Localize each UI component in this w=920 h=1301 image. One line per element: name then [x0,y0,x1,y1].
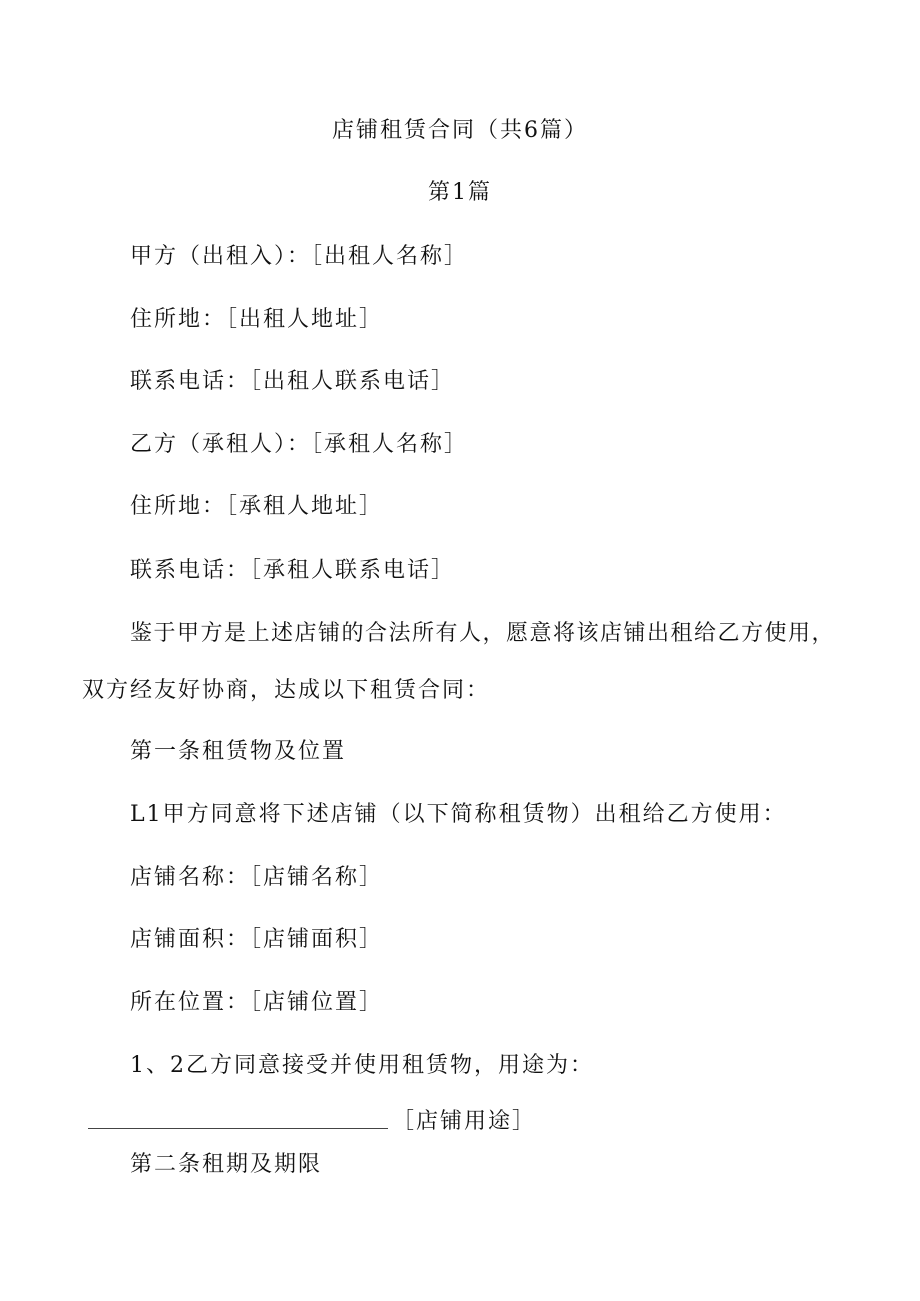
party-b-address: 住所地：［承租人地址］ [130,494,384,519]
clause-1-1: L1甲方同意将下述店铺（以下简称租赁物）出租给乙方使用： [130,802,787,827]
preamble-line-1: 鉴于甲方是上述店铺的合法所有人，愿意将该店铺出租给乙方使用， [130,621,836,646]
party-a-phone: 联系电话：［出租人联系电话］ [130,369,456,394]
party-b-phone: 联系电话：［承租人联系电话］ [130,558,456,583]
shop-area-line: 店铺面积：［店铺面积］ [130,927,384,952]
part-heading: 第1篇 [428,180,492,205]
shop-name-line: 店铺名称：［店铺名称］ [130,865,384,890]
party-b-line: 乙方（承租人）：［承租人名称］ [130,432,469,457]
clause-1-2: 1、2乙方同意接受并使用租赁物，用途为： [130,1053,594,1078]
party-a-address: 住所地：［出租人地址］ [130,307,384,332]
article-2-heading: 第二条租期及期限 [130,1152,323,1177]
usage-placeholder: ［店铺用途］ [392,1109,537,1134]
party-a-line: 甲方（出租入）：［出租人名称］ [130,244,469,269]
shop-location-line: 所在位置：［店铺位置］ [130,990,384,1015]
usage-fill-blank [88,1128,388,1129]
preamble-line-2: 双方经友好协商，达成以下租赁合同： [82,678,491,703]
document-title: 店铺租赁合同（共6篇） [332,118,588,143]
article-1-heading: 第一条租赁物及位置 [130,739,347,764]
